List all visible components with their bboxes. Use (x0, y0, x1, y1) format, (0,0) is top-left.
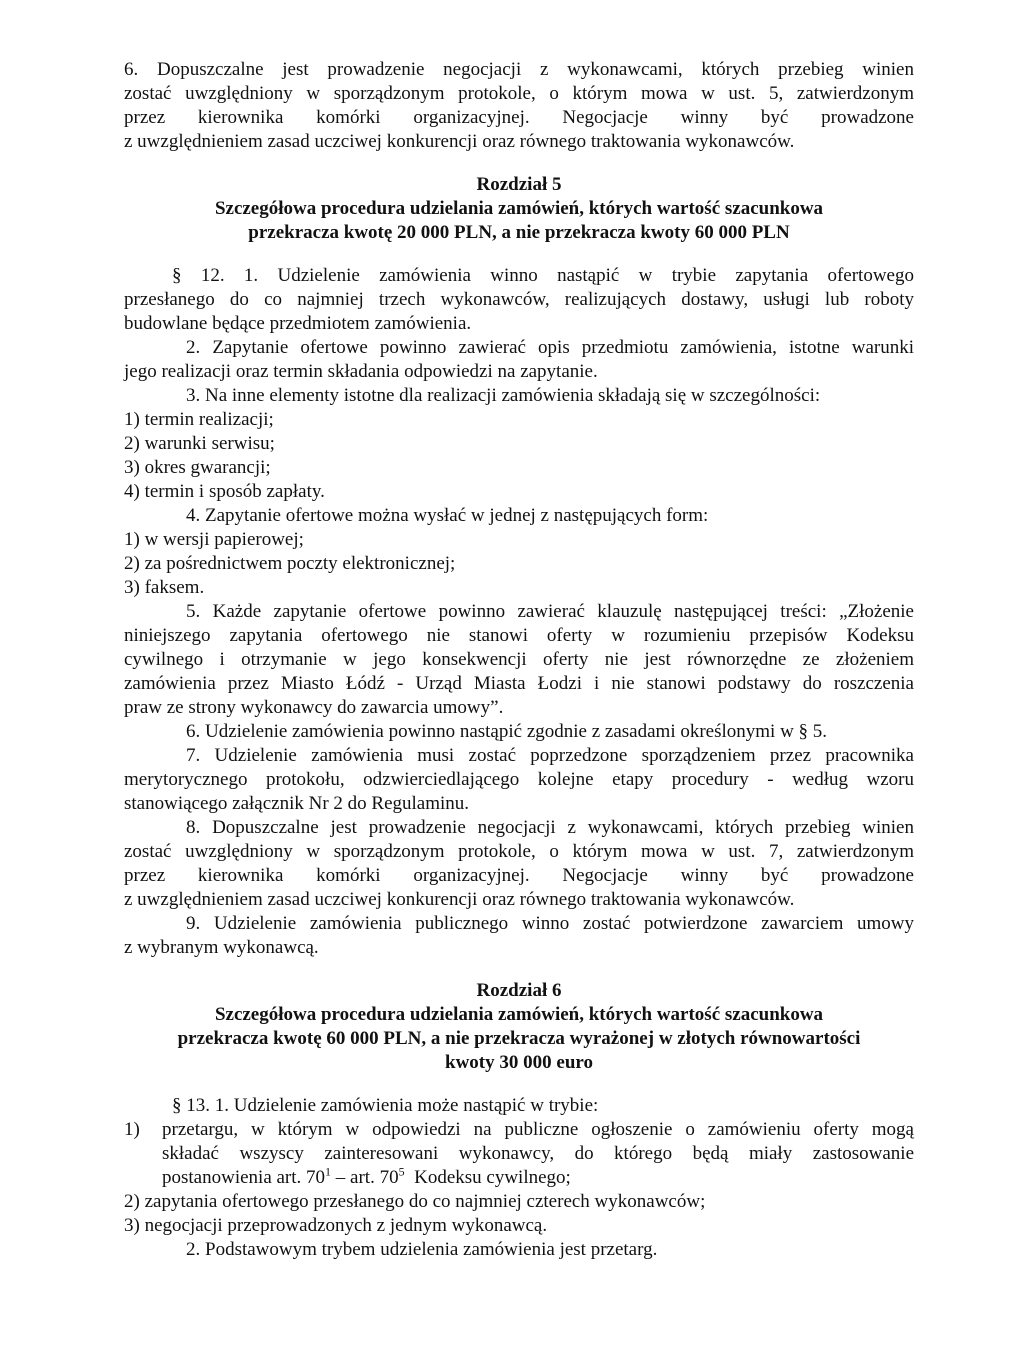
chapter-title: Rozdział 5 (476, 174, 562, 195)
chapter-subtitle: kwoty 30 000 euro (445, 1052, 593, 1073)
paragraph-line: zostać uwzględniony w sporządzonym protokole, o którym mowa w ust. 5, zatwierdzonym (124, 83, 914, 104)
list-item: 2) za pośrednictwem poczty elektronicznej; (124, 553, 456, 574)
paragraph-line: z uwzględnieniem zasad uczciwej konkurencji oraz równego traktowania wykonawców. (124, 131, 795, 152)
list-item: 1) w wersji papierowej; (124, 529, 304, 550)
list-number: 1) (124, 1119, 140, 1140)
list-item: 2) warunki serwisu; (124, 433, 275, 454)
paragraph-line: stanowiącego załącznik Nr 2 do Regulaminu. (124, 793, 470, 814)
paragraph-line: z uwzględnieniem zasad uczciwej konkurencji oraz równego traktowania wykonawców. (124, 889, 795, 910)
list-item: 3) faksem. (124, 577, 205, 598)
paragraph-line: zamówienia przez Miasto Łódź - Urząd Miasta Łodzi i nie stanowi podstawy do roszczenia (124, 673, 914, 694)
paragraph-line: przesłanego do co najmniej trzech wykonawców, realizujących dostawy, usługi lub roboty (124, 289, 914, 310)
paragraph-line: z wybranym wykonawcą. (124, 937, 319, 958)
paragraph-line: budowlane będące przedmiotem zamówienia. (124, 313, 472, 334)
paragraph-line: 7. Udzielenie zamówienia musi zostać poprzedzone sporządzeniem przez pracownika (186, 745, 914, 766)
paragraph-line: 2. Podstawowym trybem udzielenia zamówienia jest przetarg. (186, 1239, 658, 1260)
chapter-subtitle: przekracza kwotę 60 000 PLN, a nie przekracza wyrażonej w złotych równowartości (177, 1028, 861, 1049)
superscript: 1 (325, 1164, 332, 1179)
paragraph-line: 5. Każde zapytanie ofertowe powinno zawierać klauzulę następującej treści: „Złożenie (186, 601, 914, 622)
paragraph-line: merytorycznego protokołu, odzwierciedlającego kolejne etapy procedury - według wzoru (124, 769, 914, 790)
paragraph-line: przez kierownika komórki organizacyjnej. Negocjacje winny być prowadzone (124, 107, 914, 128)
list-item: 1) termin realizacji; (124, 409, 274, 430)
paragraph-line: 6. Udzielenie zamówienia powinno nastąpić zgodnie z zasadami określonymi w § 5. (186, 721, 828, 742)
paragraph-line: praw ze strony wykonawcy do zawarcia umowy”. (124, 697, 504, 718)
list-item-text: Kodeksu cywilnego; (404, 1167, 571, 1188)
list-item: 3) negocjacji przeprowadzonych z jednym wykonawcą. (124, 1215, 548, 1236)
section-paragraph: § 12. 1. Udzielenie zamówienia winno nastąpić w trybie zapytania ofertowego (172, 265, 914, 286)
section-paragraph: § 13. 1. Udzielenie zamówienia może nastąpić w trybie: (172, 1095, 599, 1116)
paragraph-line: 9. Udzielenie zamówienia publicznego winno zostać potwierdzone zawarciem umowy (186, 913, 914, 934)
paragraph-line: 4. Zapytanie ofertowe można wysłać w jednej z następujących form: (186, 505, 709, 526)
paragraph-line: cywilnego i otrzymanie w jego konsekwencji oferty nie jest równorzędne ze złożeniem (124, 649, 914, 670)
paragraph-line: 8. Dopuszczalne jest prowadzenie negocjacji z wykonawcami, których przebieg winien (186, 817, 914, 838)
list-item: 2) zapytania ofertowego przesłanego do co najmniej czterech wykonawców; (124, 1191, 706, 1212)
paragraph-line: zostać uwzględniony w sporządzonym protokole, o którym mowa w ust. 7, zatwierdzonym (124, 841, 914, 862)
superscript: 5 (398, 1164, 405, 1179)
list-item-line: przetargu, w którym w odpowiedzi na publiczne ogłoszenie o zamówieniu oferty mogą (162, 1119, 914, 1140)
paragraph-line: 3. Na inne elementy istotne dla realizacji zamówienia składają się w szczególności: (186, 385, 821, 406)
paragraph-line: 6. Dopuszczalne jest prowadzenie negocjacji z wykonawcami, których przebieg winien (124, 59, 914, 80)
chapter-subtitle: Szczegółowa procedura udzielania zamówień, których wartość szacunkowa (214, 1004, 824, 1025)
list-item-text: postanowienia art. 70 (162, 1167, 326, 1188)
chapter-subtitle: przekracza kwotę 20 000 PLN, a nie przekracza kwoty 60 000 PLN (248, 222, 790, 243)
list-item: 4) termin i sposób zapłaty. (124, 481, 325, 502)
chapter-title: Rozdział 6 (476, 980, 562, 1001)
paragraph-line: przez kierownika komórki organizacyjnej. Negocjacje winny być prowadzone (124, 865, 914, 886)
paragraph-line: niniejszego zapytania ofertowego nie stanowi oferty w rozumieniu przepisów Kodeksu (124, 625, 914, 646)
paragraph-line: jego realizacji oraz termin składania odpowiedzi na zapytanie. (124, 361, 598, 382)
list-item: 3) okres gwarancji; (124, 457, 271, 478)
paragraph-line: 2. Zapytanie ofertowe powinno zawierać opis przedmiotu zamówienia, istotne warunki (186, 337, 914, 358)
list-item-line: składać wszyscy zainteresowani wykonawcy, do którego będą miały zastosowanie (162, 1143, 914, 1164)
list-item-line (162, 1166, 571, 1189)
list-item-text: – art. 70 (331, 1167, 399, 1188)
chapter-subtitle: Szczegółowa procedura udzielania zamówień, których wartość szacunkowa (214, 198, 824, 219)
